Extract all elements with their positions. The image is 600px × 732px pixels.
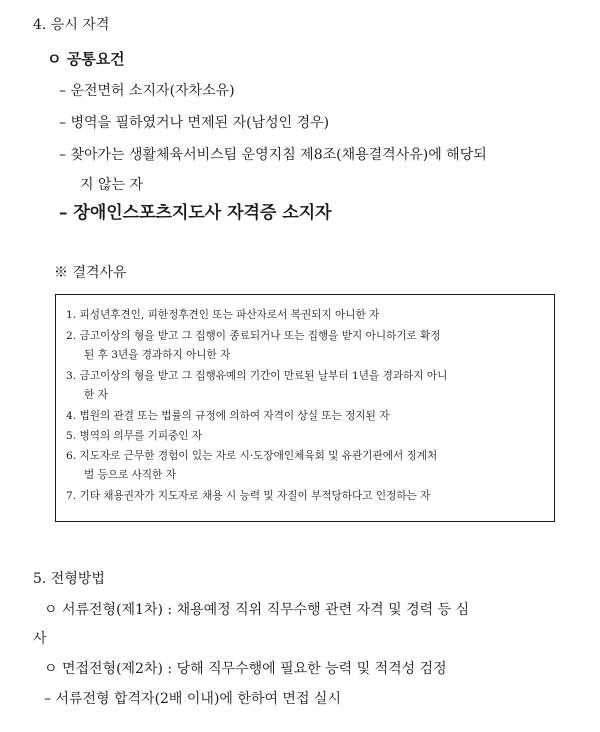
- common-requirements-title: ㅇ 공통요건: [47, 50, 125, 68]
- requirement-item: – 운전면허 소지자(자차소유): [59, 83, 235, 99]
- requirement-highlight: – 장애인스포츠지도사 자격증 소지자: [59, 203, 332, 223]
- disqualification-item-continued: 된 후 3년을 경과하지 아니한 자: [84, 349, 231, 361]
- screening-step-1-continued: 사: [33, 631, 47, 647]
- disqualification-item-continued: 벌 등으로 사직한 자: [84, 469, 176, 481]
- disqualification-item: 6. 지도자로 근무한 경험이 있는 자로 시·도장애인체육회 및 유관기관에서 징계처: [66, 450, 438, 462]
- screening-step-1: ㅇ 서류전형(제1차) : 채용예정 직위 직무수행 관련 자격 및 경력 등 심: [44, 602, 470, 618]
- screening-step-2: ㅇ 면접전형(제2차) : 당해 직무수행에 필요한 능력 및 적격성 검정: [44, 661, 447, 677]
- disqualification-item: 5. 병역의 의무를 기피중인 자: [66, 430, 203, 442]
- requirement-item: – 찾아가는 생활체육서비스팀 운영지침 제8조(채용결격사유)에 해당되: [59, 147, 487, 163]
- disqualification-item: 3. 금고이상의 형을 받고 그 집행유예의 기간이 만료된 날부터 1년을 경과하지 아니: [66, 370, 448, 382]
- disqualification-title: ※ 결격사유: [54, 265, 127, 281]
- requirement-item: – 병역을 필하였거나 면제된 자(남성인 경우): [59, 115, 330, 131]
- disqualification-item: 4. 법원의 관결 또는 법률의 규정에 의하여 자격이 상실 또는 정지된 자: [66, 410, 390, 422]
- disqualification-item: 1. 피성년후견인, 피한정후견인 또는 파산자로서 복권되지 아니한 자: [66, 309, 380, 321]
- section4-heading: 4. 응시 자격: [33, 17, 110, 33]
- disqualification-item: 7. 기타 채용권자가 지도자로 채용 시 능력 및 자질이 부적당하다고 인정하는 자: [66, 490, 431, 502]
- disqualification-box: [55, 294, 555, 522]
- disqualification-item-continued: 한 자: [84, 389, 108, 401]
- section5-heading: 5. 전형방법: [33, 571, 105, 587]
- disqualification-item: 2. 금고이상의 형을 받고 그 집행이 종료되거나 또는 집행을 받지 아니하기로 확정: [66, 330, 441, 342]
- screening-step-2-note: – 서류전형 합격자(2배 이내)에 한하여 면접 실시: [44, 691, 341, 707]
- requirement-item-continued: 지 않는 자: [80, 177, 143, 193]
